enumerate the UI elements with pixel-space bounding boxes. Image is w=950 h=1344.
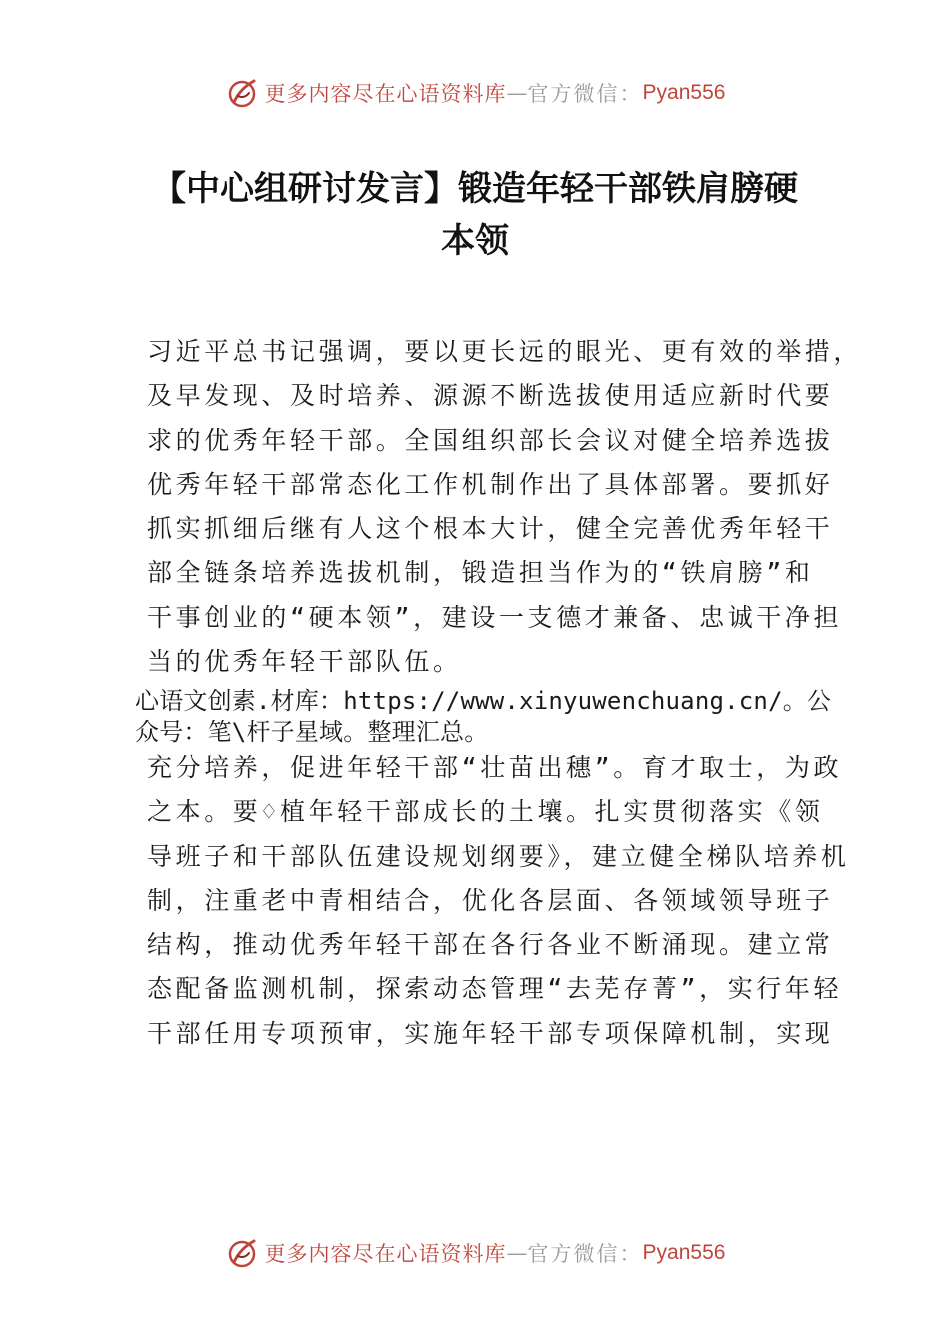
text-line: 抓实抓细后继有人这个根本大计，健全完善优秀年轻干	[147, 514, 834, 544]
text-line: 干部任用专项预审，实施年轻干部专项保障机制，实现	[147, 1018, 834, 1048]
text-line: 之本。要♢植年轻干部成长的土壤。扎实贯彻落实《领	[147, 797, 824, 827]
text-line: 当的优秀年轻干部队伍。	[147, 647, 462, 677]
text-line: 态配备监测机制，探索动态管理“去芜存菁”，实行年轻	[147, 974, 843, 1004]
text-line: 及早发现、及时培养、源源不断选拔使用适应新时代要	[147, 381, 834, 411]
text-line: 干事创业的“硬本领”，建设一支德才兼备、忠诚干净担	[147, 602, 843, 632]
text-line: 导班子和干部队伍建设规划纲要》，建立健全梯队培养机	[147, 841, 850, 871]
bottom-watermark-banner	[0, 1233, 950, 1273]
xinyu-logo-icon	[225, 76, 259, 110]
banner-wechat-label: 官方微信：	[527, 1242, 643, 1266]
source-line: 心语文创素.材库：https://www.xinyuwenchuang.cn/。公	[135, 687, 832, 715]
text-line: 充分培养，促进年轻干部“壮苗出穗”。育才取士，为政	[147, 753, 843, 782]
text-line: 优秀年轻干部常态化工作机制作出了具体部署。要抓好	[147, 469, 834, 499]
text-line: 求的优秀年轻干部。全国组织部长会议对健全培养选拔	[147, 425, 834, 455]
xinyu-logo-icon	[225, 1236, 259, 1270]
text-line: 制，注重老中青相结合，优化各层面、各领域领导班子	[147, 885, 834, 915]
banner-wechat-id: Pyan556	[642, 1241, 726, 1264]
banner-brand-text: 更多内容尽在心语资料库	[264, 1242, 507, 1266]
top-watermark-banner	[0, 73, 950, 113]
source-line: 众号：笔\杆子星域。整理汇总。	[135, 718, 489, 746]
banner-separator: —	[506, 1241, 528, 1265]
banner-separator: —	[506, 81, 528, 105]
banner-wechat-label: 官方微信：	[527, 82, 643, 106]
banner-brand-text: 更多内容尽在心语资料库	[264, 82, 507, 106]
text-line: 部全链条培养选拔机制，锻造担当作为的“铁肩膀”和	[147, 558, 814, 588]
paragraph-intro	[147, 330, 862, 684]
text-line: 结构，推动优秀年轻干部在各行各业不断涌现。建立常	[147, 930, 834, 960]
source-note	[135, 686, 831, 748]
title-line: 本领	[441, 221, 509, 261]
title-line: 【中心组研讨发言】锻造年轻干部铁肩膀硬	[152, 169, 798, 209]
document-title	[120, 163, 830, 267]
paragraph-cultivation	[147, 746, 850, 1056]
text-line: 习近平总书记强调，要以更长远的眼光、更有效的举措，	[147, 337, 863, 366]
banner-wechat-id: Pyan556	[642, 81, 726, 104]
